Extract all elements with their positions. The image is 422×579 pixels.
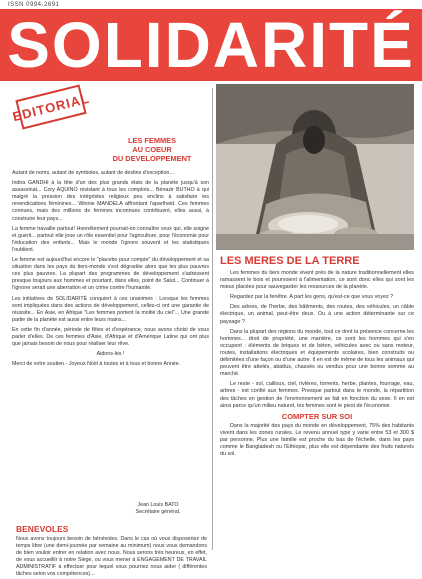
woman-working-photo xyxy=(216,84,414,250)
editorial-signature xyxy=(113,502,203,516)
editorial-paragraph: Merci de votre soutien - Joyeux Noël à toutes et à tous et bonne Année. xyxy=(12,361,181,368)
feature-paragraph: Dans la plupart des régions du monde, tout ce dont la présence concerne les hommes... droit de propriété, une manière, ce sont les hommes qui s'en occupent : éléments de briques et de béton, véhicules avec ou sans moteur, routes, installations électriques et équipements scolaires, bien construits ou délimitées d'une façon ou d'une autre. Il en est de même de tous les animaux qui peuvent être attelés, abattus, chassés ou vendus pour une bonne somme au marché. xyxy=(220,328,414,378)
masthead-banner xyxy=(0,9,422,81)
editorial-paragraph: Indira GANDHI à la tête d'un des plus grands états de la planète jusqu'à son assassinat... Cory AQUINO résistant à tous les complots... Bénazir BUTHO à qui malgré la pression des intégristes religieux peu enclins à satisfaire les revendications féminines... Winnie MANDELA affrontant l'apartheid. Ces femmes connues, mais des millions de femmes inconnues contribuent, elles aussi, à construire leur pays... xyxy=(12,180,209,222)
signature-name: Jean Louis BATO xyxy=(137,502,179,508)
feature-column xyxy=(214,84,422,550)
editorial-paragraph: Le femme est aujourd'hui encore le "placebo pour compte" du développement et sa situation dans les pays du tiers-monde s'est dégradée alors que les plus pauvres ces plus pauvres. La plupart des programmes de développement s'adressent presque toujours aux hommes et pourtant, dans elles, point de Salut... Continuer à l'ignorer serait une aberration et un crime contre l'humanité. xyxy=(12,257,209,292)
editorial-paragraph: Aidons-les ! xyxy=(96,351,125,358)
feature-paragraph: Les femmes du tiers monde vivent près de la nature traditionnellement elles ramassent le bois et pourvoient à l'alimentation, ce sont donc elles qui sont les mieux placées pour sauvegarder les ressources de la planète. xyxy=(220,270,414,291)
editorial-paragraph: En cette fin d'année, période de fêtes et d'espérance, nous avons choisi de vous parler d'elles. De ces femmes d'Asie, d'Afrique et d'Amérique Latine qui ont plus que jamais besoin de nous pour réaliser leur rêve. xyxy=(12,326,209,348)
editorial-body xyxy=(12,170,209,530)
feature-paragraph: Des arbres, de l'herbe, des bâtiments, des routes, des véhicules, un câble électrique, un animal, peut-être deux. Ou à une action déterminante sur ce paysage ? xyxy=(220,304,414,325)
issn-number: ISSN 0994-2691 xyxy=(8,2,60,8)
editorial-paragraph: Autant de noms, autant de symboles, autant de destins d'exception... xyxy=(12,170,174,176)
editorial-paragraph: Les initiatives de SOLIDARITÉ conquiert à ces unanimes : Lorsque les femmes sont impliquées dans des actions de développement, celles-ci ont une garantie de réussite... En Asie, en Afrique "Les femmes portent la moitié du ciel"... Une grande partie de la planète est aussi entre leurs mains... xyxy=(12,295,209,323)
column-divider xyxy=(212,88,213,550)
newsletter-title: SOLIDARITÉ xyxy=(7,9,415,81)
feature-body xyxy=(220,270,414,461)
photo-illustration xyxy=(216,84,414,250)
feature-paragraph: Dans la majorité des pays du monde en développement, 75% des habitants vivent dans les zones rurales. Le revenu annuel type y varie entre 53 et 300 $ par personne. Plus une famille est proche du bas de l'échelle, dans les pays comme le Bangladesh ou l'Ethiopie, plus elle est dépendante des fruits naturels du sol. xyxy=(220,422,414,458)
benevoles-heading: BENEVOLES xyxy=(16,524,69,534)
signature-role: Secrétaire général. xyxy=(135,509,181,515)
editorial-stamp: EDITORIAL xyxy=(15,84,86,129)
feature-paragraph: Le reste - sol, cailloux, ciel, rivières, torrents, herbe, plantes, fourrage, eau, arbres - est confié aux femmes. Presque partout dans le monde, la répartition des tâches en gestion de l'environnement se fait en fonction du sexe. Il en est ainsi parce qu'un milieu naturel, les femmes sont le pivot de l'économie. xyxy=(220,381,414,409)
feature-paragraph: Regardez par la fenêtre. A part les gens, qu'est-ce que vous voyez ? xyxy=(230,294,394,301)
editorial-title: LES FEMMES AU COEUR DU DEVELOPPEMENT xyxy=(112,136,192,163)
feature-title: LES MERES DE LA TERRE xyxy=(220,255,360,267)
benevoles-text: Nous avons toujours besoin de bénévoles. Dans le cas où vous disposeriez de temps libre (une demi-journée par semaine au minimum) nous vous demandons de bien vouloir entrer en relation avec nous. Nous serons très heureux, en effet, de vous accueillir à notre Siège, ou vous mener à ENGAGEMENT DE TRAVAIL ADMINISTRATIF à effectuer pour lequel vous pourriez nous aider ( différentes tâches selon vos compétences)... xyxy=(16,536,207,578)
editorial-paragraph: La femme travaille partout! Honnêtement pourrait-on connaître ceux qui, elle soigne et guérit... partout elle joue un rôle essentiel pour l'agriculture, pour l'économie pour l'éducation des enfants... Mais le monde l'ignore souvent et les statistiques l'oublient. xyxy=(12,225,209,253)
feature-subtitle: COMPTER SUR SOI xyxy=(281,411,353,421)
editorial-column xyxy=(10,84,209,578)
